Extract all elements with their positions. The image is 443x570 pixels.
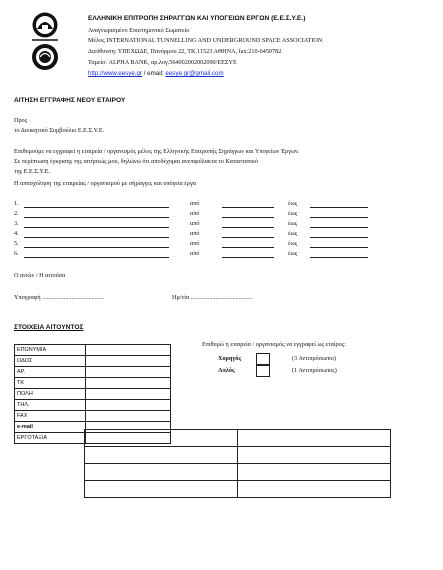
table-row: [15, 378, 171, 389]
table-row: [85, 464, 391, 481]
table-row: [85, 481, 391, 498]
row-description-field[interactable]: [24, 217, 169, 218]
table-row: [15, 367, 171, 378]
option-note-sponsor: (3 Αντιπρόσωποι): [292, 355, 336, 362]
table-row: [15, 389, 171, 400]
row-number: 6.: [14, 250, 19, 257]
details-title: ΣΤΟΙΧΕΙΑ ΑΙΤΟΥΝΤΟΣ: [14, 324, 84, 331]
to-date-field[interactable]: [310, 257, 368, 258]
to-date-label: έως: [288, 250, 298, 257]
to-date-field[interactable]: [310, 217, 368, 218]
row-description-field[interactable]: [24, 227, 169, 228]
option-note-simple: (1 Αντιπρόσωπος): [292, 367, 337, 374]
table-row: [85, 430, 391, 447]
header-contact: [88, 70, 224, 78]
header-line-recognized: Αναγνωρισμένο Επιστημονικό Σωματείο: [88, 27, 190, 34]
from-field[interactable]: [222, 247, 274, 248]
to-date-field[interactable]: [310, 247, 368, 248]
field-label: ΑΡ.: [15, 367, 86, 378]
field-value[interactable]: [86, 367, 171, 378]
paragraph-1: Επιθυμούμε να εγγραφεί η εταιρεία / οργανισμός μέλος της Ελληνικής Επιτροπής Σηράγγων και Υπογείων Έργων.: [14, 148, 300, 155]
to-date-field[interactable]: [310, 227, 368, 228]
to-date-field[interactable]: [310, 207, 368, 208]
table-row: [85, 447, 391, 464]
to-label: Προς: [14, 117, 28, 124]
paragraph-4: Η απασχόληση της εταιρείας / οργανισμού με σήραγγες και υπόγεια έργα: [14, 180, 196, 187]
from-label: από: [190, 200, 200, 207]
row-description-field[interactable]: [24, 247, 169, 248]
field-label: ΠΟΛΗ: [15, 389, 86, 400]
email-link[interactable]: eesye.gr@gmail.com: [165, 70, 224, 77]
row-number: 3.: [14, 220, 19, 227]
date-field[interactable]: Ημ/νία ........................................: [172, 294, 253, 301]
sponsor-checkbox[interactable]: [256, 353, 270, 365]
to-date-label: έως: [288, 210, 298, 217]
field-label: ΤΚ: [15, 378, 86, 389]
from-label: από: [190, 250, 200, 257]
row-description-field[interactable]: [24, 207, 169, 208]
from-field[interactable]: [222, 257, 274, 258]
registration-prompt: Επιθυμώ η εταιρεία / οργανισμός να εγγραφεί ως εταίρος:: [202, 341, 346, 348]
table-row: [15, 411, 171, 422]
field-value[interactable]: [86, 389, 171, 400]
row-description-field[interactable]: [24, 237, 169, 238]
table-row: [15, 356, 171, 367]
worksites-table: [84, 429, 391, 498]
worksite-cell[interactable]: [238, 430, 391, 447]
worksite-cell[interactable]: [85, 481, 238, 498]
from-field[interactable]: [222, 227, 274, 228]
field-label: e-mail: [15, 422, 86, 433]
from-field[interactable]: [222, 207, 274, 208]
field-value[interactable]: [86, 400, 171, 411]
form-title: ΑΙΤΗΣΗ ΕΓΓΡΑΦΗΣ ΝΕΟΥ ΕΤΑΙΡΟΥ: [14, 97, 126, 104]
field-value[interactable]: [86, 411, 171, 422]
option-label-simple: Απλός: [218, 367, 235, 374]
applicant-label: Ο αιτών / Η αιτούσα: [14, 272, 66, 279]
field-label: ΕΠΩΝΥΜΙΑ: [15, 345, 86, 356]
worksite-cell[interactable]: [85, 464, 238, 481]
field-value[interactable]: [86, 356, 171, 367]
field-label: ΟΔΟΣ: [15, 356, 86, 367]
from-label: από: [190, 240, 200, 247]
to-date-label: έως: [288, 240, 298, 247]
signature-field[interactable]: Υπογραφή ........................................: [14, 294, 104, 301]
row-number: 5.: [14, 240, 19, 247]
header-line-address: Διεύθυνση: ΥΠΕΧΩΔΕ, Πανόρμου 22, ΤΚ.11523 ΑΘΗΝΑ, fax:210-6450782: [88, 48, 282, 55]
row-number: 1.: [14, 200, 19, 207]
org-title: ΕΛΛΗΝΙΚΗ ΕΠΙΤΡΟΠΗ ΣΗΡΑΓΓΩΝ ΚΑΙ ΥΠΟΓΕΙΩΝ ΕΡΓΩΝ (Ε.Ε.Σ.Υ.Ε.): [88, 15, 306, 22]
to-body: το Διοικητικό Συμβούλιο Ε.Ε.Σ.Υ.Ε.: [14, 127, 105, 134]
to-date-label: έως: [288, 200, 298, 207]
field-label: ΤΗΛ.: [15, 400, 86, 411]
website-link[interactable]: http://www.eesye.gr: [88, 70, 142, 77]
to-date-label: έως: [288, 220, 298, 227]
worksite-cell[interactable]: [238, 481, 391, 498]
table-row: [15, 400, 171, 411]
table-row: [15, 345, 171, 356]
from-label: από: [190, 210, 200, 217]
field-label: FAX: [15, 411, 86, 422]
paragraph-2: Σε περίπτωση έγκρισης της αιτήσεώς μου, δηλώνω ότι αποδέχομαι ανεπιφύλακτα το Καταστατικό: [14, 158, 258, 165]
to-date-field[interactable]: [310, 237, 368, 238]
worksite-cell[interactable]: [85, 447, 238, 464]
paragraph-3: της Ε.Ε.Σ.Υ.Ε.: [14, 168, 51, 175]
worksite-cell[interactable]: [238, 447, 391, 464]
worksite-cell[interactable]: [85, 430, 238, 447]
header-line-bank: Ταμείο: ALPHA BANK, αρ.λογ.564002002002090/ΕΕΣΥΕ: [88, 59, 237, 66]
row-number: 2.: [14, 210, 19, 217]
field-value[interactable]: [86, 378, 171, 389]
from-field[interactable]: [222, 217, 274, 218]
field-value[interactable]: [86, 345, 171, 356]
worksite-cell[interactable]: [238, 464, 391, 481]
row-number: 4.: [14, 230, 19, 237]
header-line-member: Μέλος INTERNATIONAL TUNNELLING AND UNDERGROUND SPACE ASSOCIATION: [88, 37, 323, 44]
option-label-sponsor: Χορηγός: [218, 355, 241, 362]
from-label: από: [190, 230, 200, 237]
to-date-label: έως: [288, 230, 298, 237]
eesye-logo: [28, 12, 62, 76]
email-prefix: / email:: [142, 70, 166, 77]
from-field[interactable]: [222, 237, 274, 238]
simple-checkbox[interactable]: [256, 365, 270, 377]
field-label: ΕΡΓΟΤΑΞΙΑ: [15, 433, 86, 444]
from-label: από: [190, 220, 200, 227]
row-description-field[interactable]: [24, 257, 169, 258]
